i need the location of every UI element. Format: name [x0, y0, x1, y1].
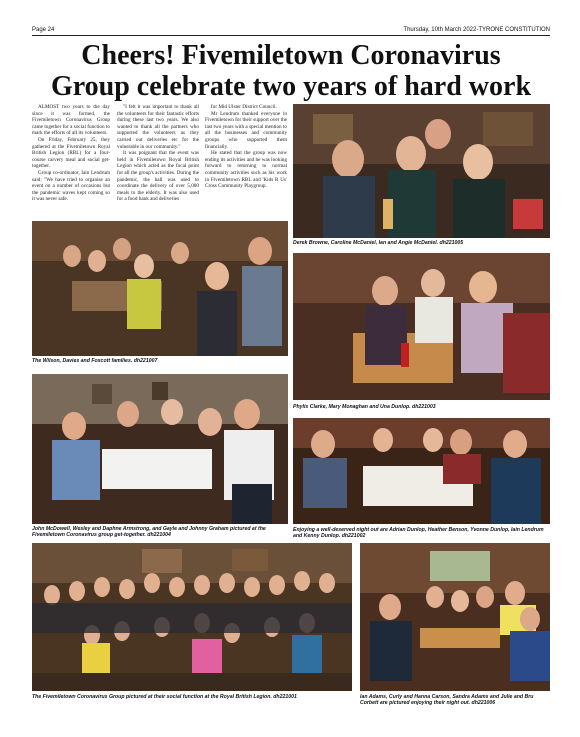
paragraph: It was poignant that the event was held in Fivemiletown Royal British Legion which acted as the focal point for all the group's activities. During the pandemic, the hall was used to coordinate the delivery of over 5,000 meals to the elderly. It was also used for a food bank and deliveries — [117, 150, 199, 203]
header-rule — [32, 35, 550, 36]
headline-line-2: Group celebrate two years of hard work — [50, 71, 532, 102]
caption-photo-5: Enjoying a well-deserved night out are Adrian Dunlop, Heather Benson, Yvonne Dunlop, Iain Lendrum and Kenny Dunlop. dh221002 — [293, 527, 544, 540]
photo-dunlop-benson-lendrum — [293, 418, 550, 524]
paragraph: Group co-ordinator, Iain Lendrum said: "We have tried to organise an event on a number of occasions but the pandemic waves kept coming so it was never safe. — [32, 169, 110, 203]
caption-photo-4: John McDowell, Wesley and Daphne Armstrong, and Gayle and Johnny Graham pictured at the Fivemiletown Coronavirus group get-together. dh221004 — [32, 526, 266, 539]
photo-mcdowell-armstrong-graham — [32, 374, 288, 524]
paragraph: "I felt it was important to thank all the volunteers for their fantastic efforts during these last two years. We also wanted to thank all the partners who supported the volunteers as they carried out deliveries etc for the vulnerable in our community." — [117, 104, 199, 150]
photo-adams-carson-corbett — [360, 543, 550, 691]
caption-photo-7: Ian Adams, Curly and Hanna Carson, Sandra Adams and Julie and Bru Corbett are pictured enjoying their night out. dh221006 — [360, 694, 534, 707]
headline-line-1: Cheers! Fivemiletown Coronavirus — [81, 40, 501, 71]
article-column-3 — [205, 104, 287, 190]
paragraph: On Friday, February 25, they gathered at the Fivemiletown Royal British Legion (RBL) for a four-course carvery meal and social get-together. — [32, 136, 110, 170]
page-number: Page 24 — [32, 27, 55, 33]
caption-photo-3: Phylis Clarke, Mary Monaghan and Una Dunlop. dh221003 — [293, 404, 436, 410]
paragraph: ALMOST two years to the day since it was formed, the Fivemiletown Coronavirus Group came together for a social function to mark the efforts of all its volunteers. — [32, 104, 110, 137]
photo-group-at-royal-british-legion — [32, 543, 352, 691]
dateline: Thursday, 10th March 2022-TYRONE CONSTITUTION — [403, 27, 550, 33]
caption-photo-2: The Wilson, Davies and Foxcott families. dh221007 — [32, 358, 158, 364]
paragraph: for Mid Ulster District Council. — [211, 104, 277, 110]
photo-wilson-davies-foxcott — [32, 221, 288, 356]
paragraph: Mr Lendrum thanked everyone in Fivemiletown for their support over the last two years with a special mention to all the businesses and community groups who supported them financially. — [205, 110, 287, 150]
caption-photo-1: Derek Browne, Caroline McDaniel, Ian and Angie McDaniel. dh221005 — [293, 240, 464, 246]
article-column-1 — [32, 104, 110, 203]
caption-photo-6: The Fivemiletown Coronavirus Group pictured at their social function at the Royal British Legion. dh221001 — [32, 694, 297, 700]
article-column-2 — [117, 104, 199, 203]
photo-clarke-monaghan-dunlop — [293, 253, 550, 400]
photo-mcdaniel-group — [293, 104, 550, 238]
headline — [32, 40, 550, 102]
paragraph: He stated that the group was now ending its activities and he was looking forward to returning to normal community activities such as his work in Fivemiletown RBL and 'Kids R Us' Cross Community Playgroup. — [205, 150, 287, 190]
